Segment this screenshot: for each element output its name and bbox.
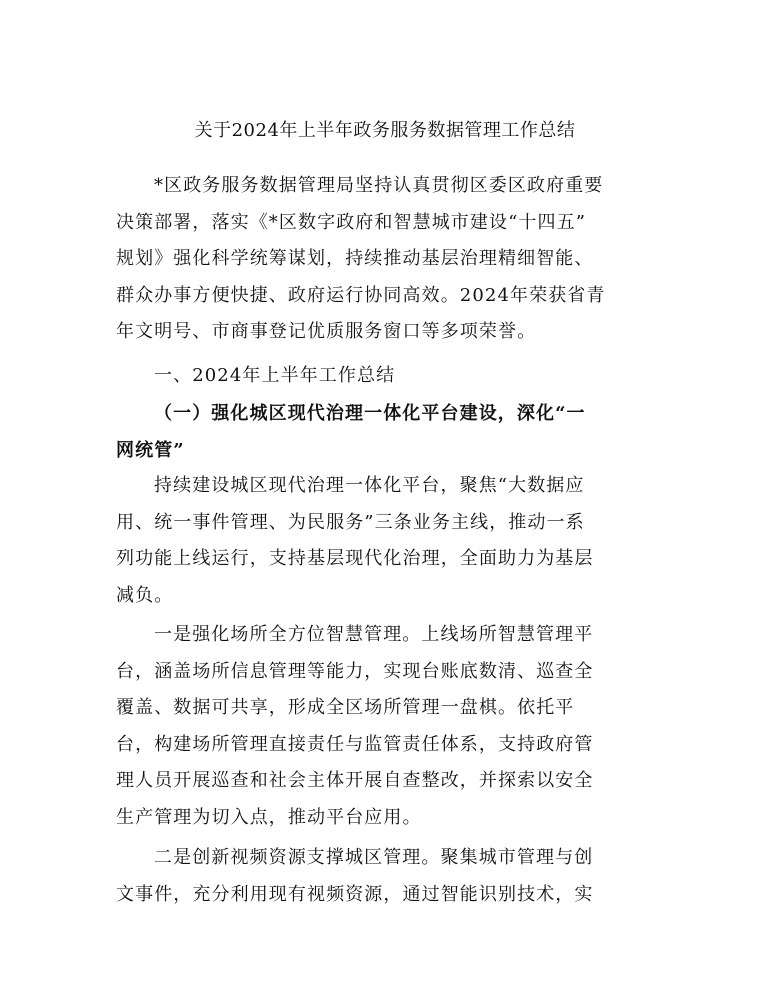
paragraph-line: 用、统一事件管理、为民服务”三条业务主线，推动一系: [116, 511, 585, 533]
intro-paragraph: [116, 168, 636, 351]
paragraph-line: 列功能上线运行，支持基层现代化治理，全面助力为基层: [116, 548, 594, 569]
section-heading: [116, 358, 636, 395]
heading-line: 网统管”: [116, 439, 185, 461]
heading-line: （一）强化城区现代治理一体化平台建设，深化“一: [154, 403, 586, 424]
paragraph-line: *区政务服务数据管理局坚持认真贯彻区委区政府重要: [154, 175, 604, 196]
document-title: 关于2024年上半年政务服务数据管理工作总结: [194, 120, 576, 141]
paragraph-line: 覆盖、数据可共享，形成全区场所管理一盘棋。依托平: [116, 697, 575, 718]
paragraph-line: 减负。: [116, 584, 174, 606]
heading-line: 一、2024年上半年工作总结: [154, 365, 396, 386]
paragraph-line: 生产管理为切入点，推动平台应用。: [116, 806, 422, 828]
paragraph-line: 一是强化场所全方位智慧管理。上线场所智慧管理平: [154, 624, 594, 645]
subsection-heading: [116, 396, 636, 469]
paragraph-line: 群众办事方便快捷、政府运行协同高效。2024年荣获省青: [116, 284, 606, 306]
paragraph-line: 二是创新视频资源支撑城区管理。聚集城市管理与创: [154, 847, 594, 868]
paragraph-line: 持续建设城区现代治理一体化平台，聚焦“大数据应: [154, 475, 585, 496]
paragraph-line: 理人员开展巡查和社会主体开展自查整改，并探索以安全: [116, 770, 594, 791]
paragraph-line: 台，构建场所管理直接责任与监管责任体系，支持政府管: [116, 733, 594, 755]
paragraph-line: 年文明号、市商事登记优质服务窗口等多项荣誉。: [116, 321, 537, 342]
body-paragraph: [116, 840, 636, 913]
paragraph-line: 文事件，充分利用现有视频资源，通过智能识别技术，实: [116, 883, 594, 905]
body-paragraph: [116, 468, 636, 614]
paragraph-line: 规划》强化科学统筹谋划，持续推动基层治理精细智能、: [116, 248, 594, 269]
body-paragraph: [116, 617, 636, 836]
paragraph-line: 决策部署，落实《*区数字政府和智慧城市建设“十四五”: [116, 211, 587, 233]
paragraph-line: 台，涵盖场所信息管理等能力，实现台账底数清、巡查全: [116, 660, 594, 682]
